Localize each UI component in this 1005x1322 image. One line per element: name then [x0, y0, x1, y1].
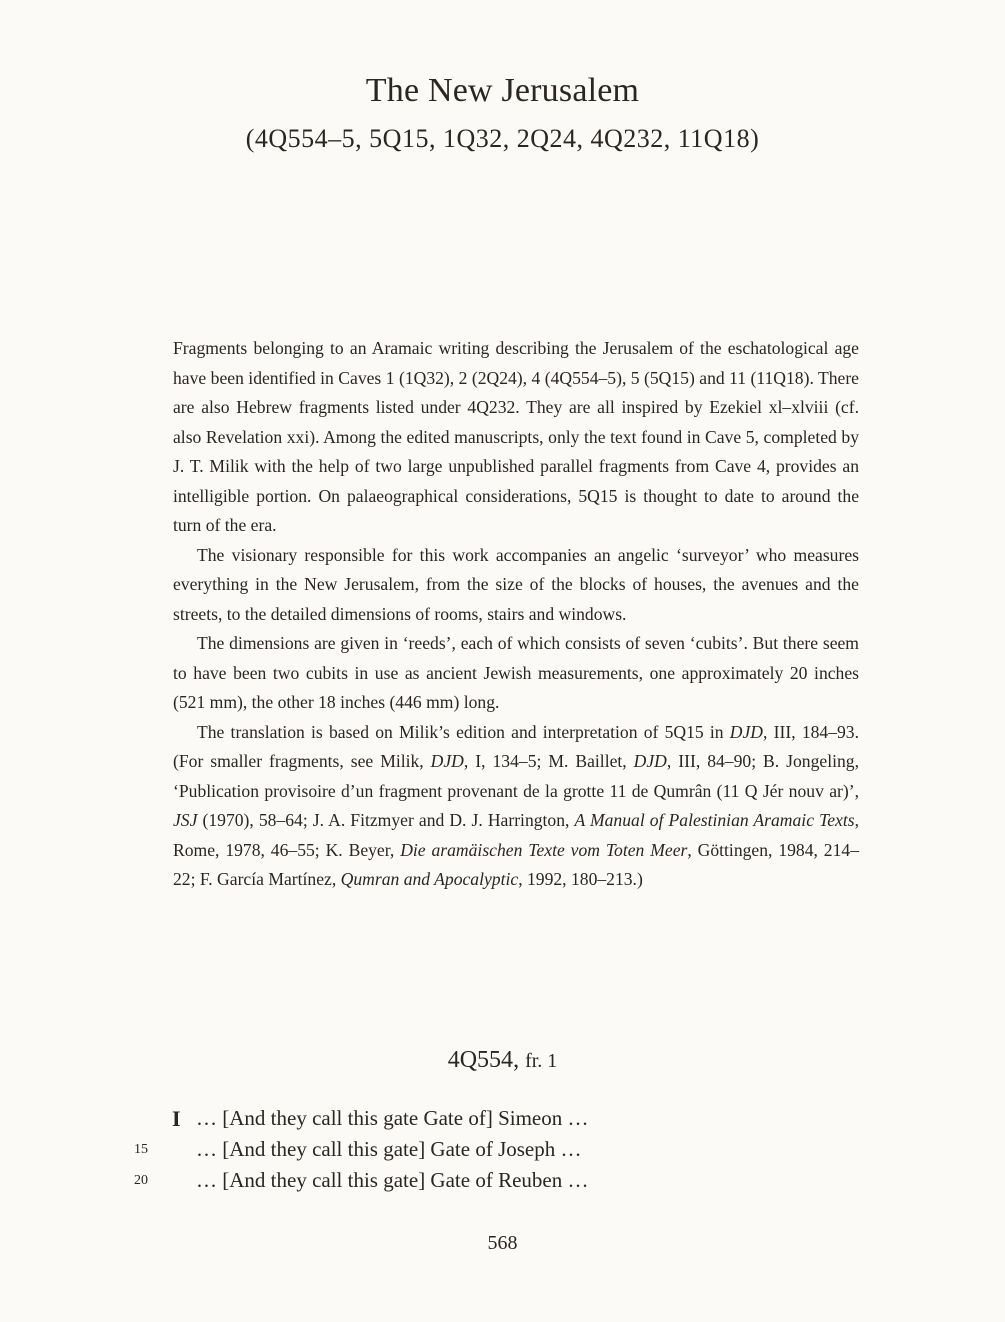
text-run: , Göttingen, 1984, 214–22; F. García Martínez, — [173, 839, 859, 889]
text-run: , III, 84–90; B. Jongeling, ‘Publication provisoire d’un fragment provenant de la grotte 11 de Qumrân (11 Q Jér nouv ar)’, — [173, 751, 859, 801]
paragraph — [173, 334, 859, 541]
text-run: Fragments belonging to an Aramaic writing describing the Jerusalem of the eschatological age have been identified in Caves 1 (1Q32), 2 (2Q24), 4 (4Q554–5), 5 (5Q15) and 11 (11Q18). There are also Hebrew fragments listed under 4Q232. They are all inspired by Ezekiel xl–xlviii (cf. also Revelation xxi). Among the edited manuscripts, only the text found in Cave 5, completed by J. T. Milik with the help of two large unpublished parallel fragments from Cave 4, provides an intelligible portion. On palaeographical considerations, 5Q15 is thought to date to around the turn of the era. — [173, 338, 859, 535]
translation-line — [0, 1168, 1005, 1198]
section-heading-fragment: fr. 1 — [525, 1050, 558, 1072]
translation-line — [0, 1137, 1005, 1167]
paragraph — [173, 629, 859, 718]
line-number: 20 — [134, 1173, 148, 1188]
text-run: The translation is based on Milik’s edition and interpretation of 5Q15 in — [197, 721, 730, 742]
translation-line — [0, 1106, 1005, 1136]
text-run: The visionary responsible for this work accompanies an angelic ‘surveyor’ who measures everything in the New Jerusalem, from the size of the blocks of houses, the avenues and the streets, to the detailed dimensions of rooms, stairs and windows. — [173, 544, 859, 624]
italic-title: A Manual of Palestinian Aramaic Texts — [574, 810, 855, 830]
line-text: … [And they call this gate] Gate of Reuben … — [196, 1168, 589, 1192]
paragraph — [173, 541, 859, 630]
italic-title: JSJ — [173, 810, 198, 830]
text-run: , III, 184–93. (For smaller fragments, see Milik, — [173, 721, 859, 771]
page-subtitle: (4Q554–5, 5Q15, 1Q32, 2Q24, 4Q232, 11Q18) — [245, 124, 760, 153]
italic-title: DJD — [430, 751, 464, 771]
introduction-text — [173, 334, 859, 895]
column-marker: I — [172, 1106, 181, 1131]
line-number: 15 — [134, 1142, 148, 1157]
line-text: … [And they call this gate] Gate of Joseph … — [196, 1137, 582, 1161]
italic-title: DJD — [729, 721, 764, 742]
text-run: The dimensions are given in ‘reeds’, each of which consists of seven ‘cubits’. But there seem to have been two cubits in use as ancient Jewish measurements, one approximately 20 inches (521 mm), the other 18 inches (446 mm) long. — [173, 633, 859, 712]
italic-title: Qumran and Apocalyptic — [340, 869, 519, 889]
text-run: (1970), 58–64; J. A. Fitzmyer and D. J. Harrington, — [197, 810, 575, 830]
italic-title: DJD — [633, 751, 667, 771]
text-run: , 1992, 180–213.) — [518, 869, 643, 889]
line-text: … [And they call this gate Gate of] Simeon … — [196, 1106, 589, 1130]
paragraph — [173, 718, 859, 895]
section-heading-ref: 4Q554 — [447, 1047, 514, 1073]
page-title: The New Jerusalem — [365, 72, 640, 109]
italic-title: Die aramäischen Texte vom Toten Meer — [400, 839, 688, 860]
text-run: , Rome, 1978, 46–55; K. Beyer, — [173, 810, 859, 860]
section-heading: 4Q554, fr. 1 — [447, 1047, 558, 1073]
text-run: , I, 134–5; M. Baillet, — [463, 751, 634, 771]
page-number: 568 — [487, 1232, 518, 1254]
